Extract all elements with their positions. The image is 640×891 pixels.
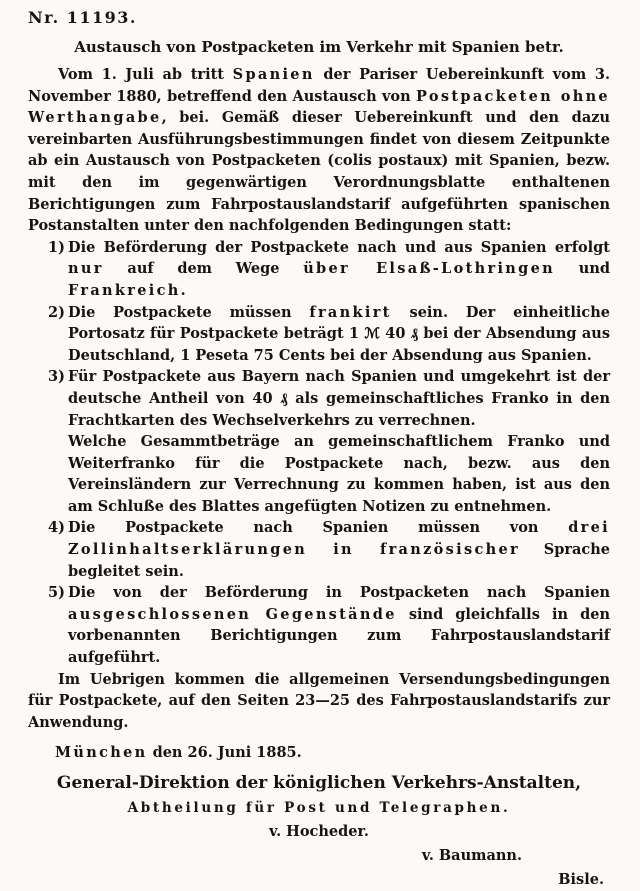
- signature-bisle: Bisle.: [558, 871, 604, 888]
- signature-baumann: v. Baumann.: [421, 847, 522, 864]
- emphasized-text: Frankreich: [68, 281, 181, 299]
- emphasized-text: frankirt: [309, 303, 392, 321]
- document-number: Nr. 11193.: [28, 8, 137, 27]
- list-item-text: [68, 366, 610, 431]
- text-segment: den 26. Juni 1885.: [147, 744, 302, 762]
- list-item: [28, 237, 610, 302]
- text-segment: auf dem Wege: [103, 260, 304, 278]
- list-item-text: [68, 302, 610, 367]
- dateline-paragraph: [28, 742, 610, 764]
- text-segment: der Pariser Uebereinkunft vom 3. November 1880, betreffend den Austausch von: [28, 66, 610, 105]
- list-item-number: 5): [48, 584, 65, 602]
- intro-paragraph: [28, 64, 610, 237]
- text-segment: Welche Gesammtbeträge an gemeinschaftlichem Franko und Weiterfranko für die Postpackete nach, bezw. aus den Vereinsländern zur Verrechnung zu kommen haben, ist aus den am Schluße des Blattes angefügten Notizen zu entnehmen.: [68, 433, 610, 515]
- text-segment: Die Beförderung der Postpackete nach und aus Spanien erfolgt: [68, 238, 610, 256]
- list-item: [28, 302, 610, 367]
- list-item-number: 2): [48, 303, 65, 321]
- text-segment: sein. Der einheitliche Portosatz für Postpackete beträgt 1 ℳ 40 ₰ bei der Absendung aus Deutschland, 1 Peseta 75 Cents bei der Absendung aus Spanien.: [68, 303, 610, 364]
- list-item: [28, 366, 610, 431]
- list-item-continuation: [28, 431, 610, 517]
- text-segment: Sprache begleitet sein.: [68, 541, 610, 580]
- list-item-number: 1): [48, 238, 65, 256]
- list-item-number: 3): [48, 368, 65, 386]
- list-item-number: 4): [48, 519, 65, 537]
- emphasized-text: Spanien: [232, 66, 315, 83]
- text-segment: .: [180, 281, 186, 299]
- emphasized-text: nur: [68, 260, 104, 278]
- text-segment: Die von der Beförderung in Postpacketen nach Spanien: [68, 584, 610, 602]
- list-item: [28, 517, 610, 582]
- text-segment: Für Postpackete aus Bayern nach Spanien und umgekehrt ist der deutsche Antheil von 40 ₰ als gemeinschaftliches Franko in den Frachtkarten des Wechselverkehrs zu verrechnen.: [68, 368, 610, 429]
- list-item-number: [48, 431, 68, 517]
- text-segment: sind gleichfalls in den vorbenannten Berichtigungen zum Fahrpostauslandstarif aufgeführt.: [68, 605, 610, 667]
- list-item: [28, 582, 610, 668]
- text-segment: , bei. Gemäß dieser Uebereinkunft und den dazu vereinbarten Ausführungsbestimmungen findet von diesem Zeitpunkte ab ein Austausch von Postpacketen (colis postaux) mit Spanien, bezw. mit den im gegenwärtigen Verordnungsblatte enthaltenen Berichtigungen zum Fahrpostauslandstarif aufgeführten spanischen Postanstalten unter den nachfolgenden Bedingungen statt:: [28, 109, 610, 235]
- document-title: Austausch von Postpacketen im Verkehr mit Spanien betr.: [74, 38, 564, 56]
- emphasized-text: ausgeschlossenen Gegenstände: [68, 605, 397, 623]
- emphasized-text: drei Zollinhaltserklärungen in französischer: [68, 519, 610, 559]
- text-segment: Die Postpackete nach Spanien müssen von: [68, 519, 569, 537]
- signature-organization: General-Direktion der königlichen Verkehrs-Anstalten,: [56, 773, 582, 793]
- text-segment: und: [555, 260, 611, 278]
- document-body: [28, 64, 610, 764]
- emphasized-text: über Elsaß-Lothringen: [303, 260, 556, 278]
- signature-department: Abtheilung für Post und Telegraphen.: [127, 800, 511, 816]
- signature-hocheder: v. Hocheder.: [269, 823, 369, 840]
- closing-paragraph: [28, 669, 610, 734]
- emphasized-text: Postpacketen ohne Werthangabe: [28, 87, 610, 127]
- emphasized-text: München: [55, 744, 148, 762]
- text-segment: Im Uebrigen kommen die allgemeinen Versendungsbedingungen für Postpackete, auf den Seiten 23—25 des Fahrpostauslandstarifs zur Anwendung.: [28, 670, 610, 731]
- text-segment: Vom 1. Juli ab tritt: [58, 66, 233, 83]
- list-item-text: [68, 431, 610, 517]
- text-segment: Die Postpackete müssen: [68, 303, 310, 321]
- list-item-text: [68, 517, 610, 582]
- list-item-text: [68, 237, 610, 302]
- list-item-text: [68, 582, 610, 668]
